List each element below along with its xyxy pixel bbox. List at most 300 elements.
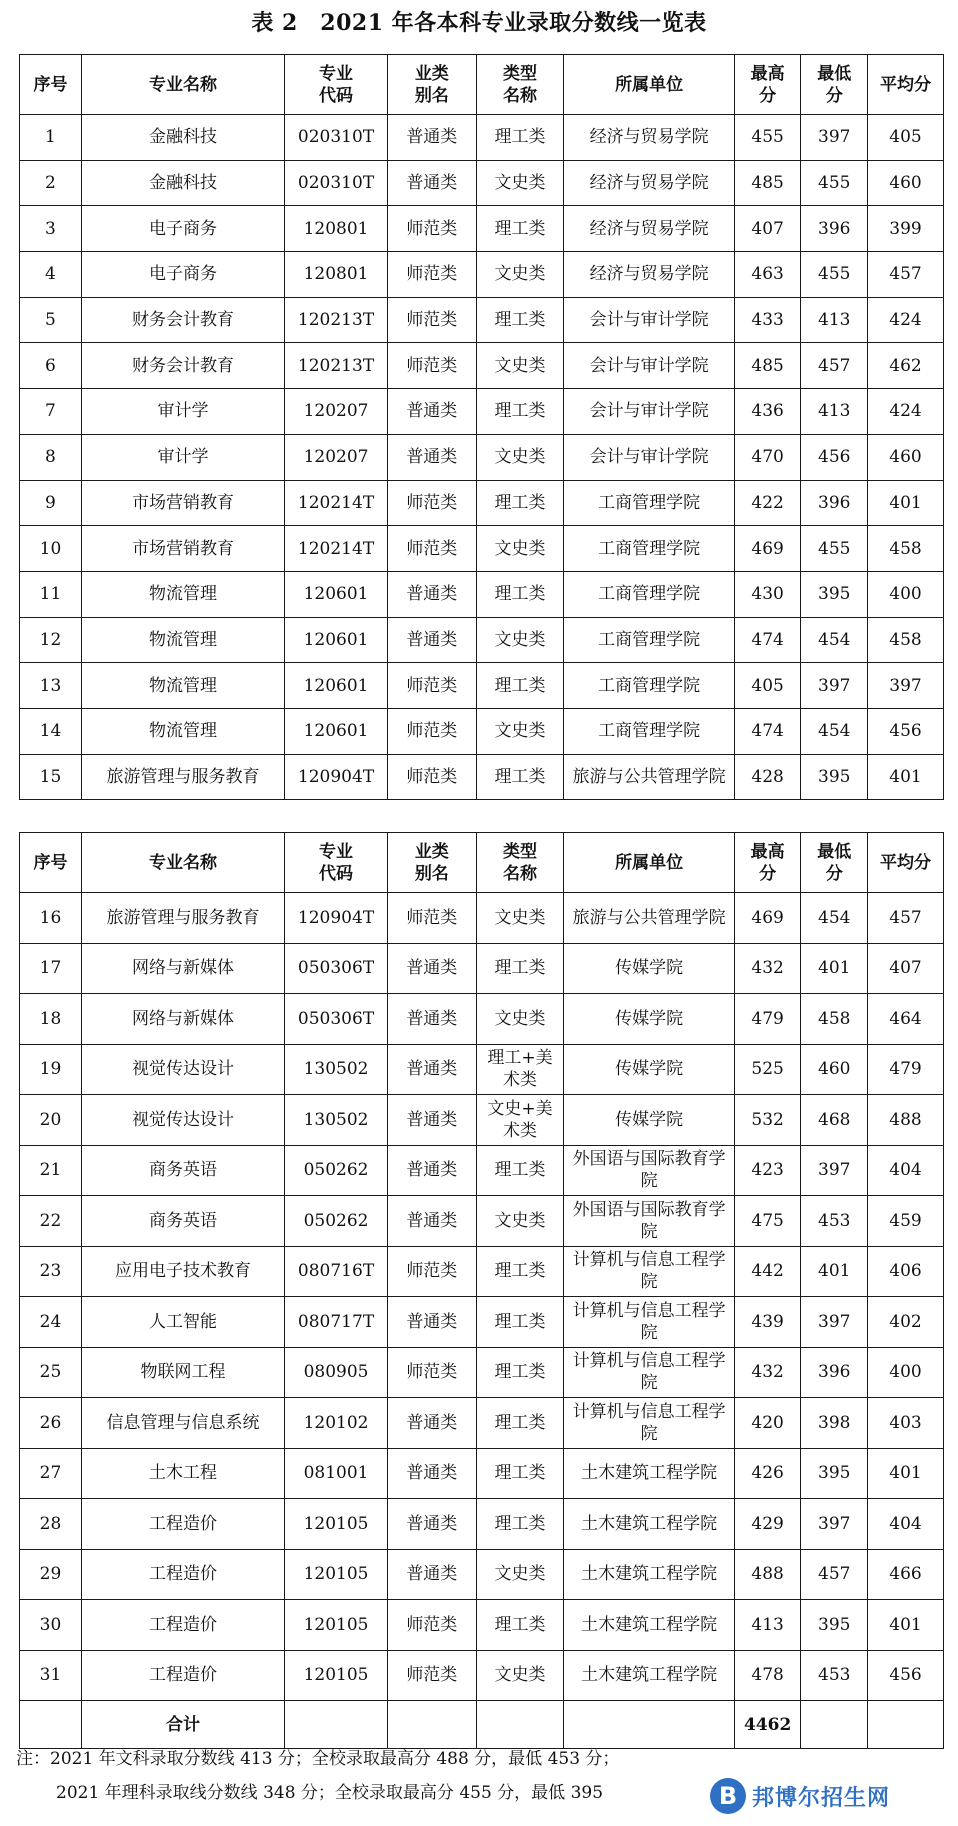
major-name-cell: 网络与新媒体 [81, 943, 284, 994]
table-row [20, 617, 944, 663]
category-cell: 师范类 [387, 1246, 476, 1297]
major-code-cell: 120213T [285, 297, 388, 343]
avg-score-cell: 407 [868, 943, 944, 994]
min-score-cell: 455 [801, 526, 868, 572]
major-code-cell: 120105 [285, 1499, 388, 1550]
max-score-cell: 475 [734, 1196, 801, 1247]
min-score-cell: 398 [801, 1398, 868, 1449]
major-name-cell: 市场营销教育 [81, 526, 284, 572]
department-cell: 旅游与公共管理学院 [564, 754, 735, 800]
avg-score-cell: 424 [868, 297, 944, 343]
table-row [20, 1145, 944, 1196]
avg-score-cell: 464 [868, 994, 944, 1045]
max-score-cell: 439 [734, 1297, 801, 1348]
seq-cell: 27 [20, 1448, 82, 1499]
header-seq: 序号 [20, 55, 82, 115]
type-cell: 理工类 [476, 389, 564, 435]
category-cell: 师范类 [387, 893, 476, 944]
category-cell: 普通类 [387, 1145, 476, 1196]
total-value: 4462 [734, 1701, 801, 1749]
major-code-cell: 050262 [285, 1145, 388, 1196]
max-score-cell: 525 [734, 1044, 801, 1095]
major-code-cell: 120601 [285, 708, 388, 754]
header-major-name: 专业名称 [81, 55, 284, 115]
major-name-cell: 物流管理 [81, 571, 284, 617]
max-score-cell: 474 [734, 708, 801, 754]
category-cell: 师范类 [387, 663, 476, 709]
department-cell: 工商管理学院 [564, 617, 735, 663]
table-row [20, 1246, 944, 1297]
header-seq: 序号 [20, 833, 82, 893]
max-score-cell: 488 [734, 1549, 801, 1600]
seq-cell: 1 [20, 115, 82, 161]
min-score-cell: 396 [801, 480, 868, 526]
type-cell: 理工类 [476, 297, 564, 343]
avg-score-cell: 401 [868, 1600, 944, 1651]
table-row [20, 1196, 944, 1247]
major-code-cell: 130502 [285, 1095, 388, 1146]
category-cell: 师范类 [387, 297, 476, 343]
max-score-cell: 413 [734, 1600, 801, 1651]
major-name-cell: 商务英语 [81, 1145, 284, 1196]
max-score-cell: 423 [734, 1145, 801, 1196]
avg-score-cell: 401 [868, 754, 944, 800]
major-name-cell: 电子商务 [81, 206, 284, 252]
category-cell: 师范类 [387, 252, 476, 298]
max-score-cell: 428 [734, 754, 801, 800]
score-table-part-2 [19, 832, 944, 1749]
department-cell: 工商管理学院 [564, 708, 735, 754]
type-cell: 理工类 [476, 571, 564, 617]
department-cell: 传媒学院 [564, 1044, 735, 1095]
table-row [20, 893, 944, 944]
min-score-cell: 456 [801, 434, 868, 480]
major-name-cell: 财务会计教育 [81, 297, 284, 343]
major-name-cell: 物流管理 [81, 617, 284, 663]
type-cell: 理工类 [476, 1246, 564, 1297]
table-row [20, 943, 944, 994]
seq-cell: 23 [20, 1246, 82, 1297]
table-row [20, 1600, 944, 1651]
type-cell: 文史类 [476, 617, 564, 663]
seq-cell: 25 [20, 1347, 82, 1398]
major-code-cell: 120105 [285, 1600, 388, 1651]
table-row [20, 1297, 944, 1348]
seq-cell: 26 [20, 1398, 82, 1449]
table-row [20, 1448, 944, 1499]
header-department: 所属单位 [564, 55, 735, 115]
type-cell: 文史类 [476, 893, 564, 944]
major-code-cell: 080905 [285, 1347, 388, 1398]
major-code-cell: 120207 [285, 434, 388, 480]
avg-score-cell: 406 [868, 1246, 944, 1297]
type-cell: 文史类 [476, 526, 564, 572]
department-cell: 会计与审计学院 [564, 434, 735, 480]
table-body [20, 115, 944, 800]
major-name-cell: 市场营销教育 [81, 480, 284, 526]
max-score-cell: 436 [734, 389, 801, 435]
min-score-cell: 454 [801, 617, 868, 663]
major-name-cell: 土木工程 [81, 1448, 284, 1499]
min-score-cell: 401 [801, 1246, 868, 1297]
table-row [20, 1549, 944, 1600]
type-cell: 理工类 [476, 943, 564, 994]
table-row [20, 343, 944, 389]
min-score-cell: 395 [801, 1600, 868, 1651]
seq-cell: 20 [20, 1095, 82, 1146]
type-cell: 文史类 [476, 160, 564, 206]
seq-cell: 11 [20, 571, 82, 617]
max-score-cell: 422 [734, 480, 801, 526]
min-score-cell: 455 [801, 252, 868, 298]
min-score-cell: 413 [801, 389, 868, 435]
header-avg-score: 平均分 [868, 55, 944, 115]
major-name-cell: 网络与新媒体 [81, 994, 284, 1045]
department-cell: 会计与审计学院 [564, 389, 735, 435]
type-cell: 理工+美术类 [476, 1044, 564, 1095]
department-cell: 土木建筑工程学院 [564, 1650, 735, 1701]
max-score-cell: 474 [734, 617, 801, 663]
min-score-cell: 468 [801, 1095, 868, 1146]
department-cell: 旅游与公共管理学院 [564, 893, 735, 944]
type-cell: 理工类 [476, 115, 564, 161]
header-type: 类型 名称 [476, 833, 564, 893]
header-category: 业类 别名 [387, 833, 476, 893]
note-line-science: 2021 年理科录取线分数线 348 分；全校录取最高分 455 分，最低 395 [56, 1783, 604, 1803]
type-cell: 文史+美术类 [476, 1095, 564, 1146]
seq-cell: 24 [20, 1297, 82, 1348]
major-name-cell: 工程造价 [81, 1499, 284, 1550]
major-code-cell: 080717T [285, 1297, 388, 1348]
type-cell: 理工类 [476, 1600, 564, 1651]
min-score-cell: 454 [801, 893, 868, 944]
major-name-cell: 物流管理 [81, 663, 284, 709]
min-score-cell: 395 [801, 1448, 868, 1499]
seq-cell: 28 [20, 1499, 82, 1550]
category-cell: 普通类 [387, 1398, 476, 1449]
avg-score-cell: 401 [868, 480, 944, 526]
table-row [20, 994, 944, 1045]
min-score-cell: 396 [801, 1347, 868, 1398]
header-avg-score: 平均分 [868, 833, 944, 893]
type-cell: 理工类 [476, 1398, 564, 1449]
min-score-cell: 397 [801, 115, 868, 161]
major-code-cell: 050306T [285, 994, 388, 1045]
avg-score-cell: 460 [868, 160, 944, 206]
department-cell: 会计与审计学院 [564, 297, 735, 343]
department-cell: 经济与贸易学院 [564, 160, 735, 206]
seq-cell: 31 [20, 1650, 82, 1701]
avg-score-cell: 402 [868, 1297, 944, 1348]
category-cell: 普通类 [387, 1044, 476, 1095]
category-cell: 普通类 [387, 994, 476, 1045]
avg-score-cell: 459 [868, 1196, 944, 1247]
department-cell: 经济与贸易学院 [564, 115, 735, 161]
type-cell: 文史类 [476, 434, 564, 480]
major-name-cell: 工程造价 [81, 1650, 284, 1701]
department-cell: 计算机与信息工程学院 [564, 1347, 735, 1398]
type-cell: 理工类 [476, 480, 564, 526]
major-code-cell: 120601 [285, 617, 388, 663]
min-score-cell: 455 [801, 160, 868, 206]
min-score-cell: 454 [801, 708, 868, 754]
major-name-cell: 电子商务 [81, 252, 284, 298]
major-name-cell: 视觉传达设计 [81, 1044, 284, 1095]
max-score-cell: 485 [734, 343, 801, 389]
seq-cell: 10 [20, 526, 82, 572]
seq-cell: 16 [20, 893, 82, 944]
department-cell: 会计与审计学院 [564, 343, 735, 389]
seq-cell: 12 [20, 617, 82, 663]
seq-cell: 6 [20, 343, 82, 389]
category-cell: 普通类 [387, 943, 476, 994]
major-code-cell: 120105 [285, 1650, 388, 1701]
major-code-cell: 120601 [285, 571, 388, 617]
avg-score-cell: 456 [868, 708, 944, 754]
max-score-cell: 432 [734, 1347, 801, 1398]
type-cell: 理工类 [476, 1499, 564, 1550]
table-row [20, 389, 944, 435]
max-score-cell: 407 [734, 206, 801, 252]
header-major-code: 专业 代码 [285, 55, 388, 115]
department-cell: 外国语与国际教育学院 [564, 1145, 735, 1196]
major-code-cell: 120214T [285, 526, 388, 572]
category-cell: 普通类 [387, 434, 476, 480]
seq-cell: 19 [20, 1044, 82, 1095]
department-cell: 外国语与国际教育学院 [564, 1196, 735, 1247]
min-score-cell: 395 [801, 571, 868, 617]
category-cell: 师范类 [387, 343, 476, 389]
major-code-cell: 120904T [285, 754, 388, 800]
category-cell: 师范类 [387, 1600, 476, 1651]
table-row [20, 434, 944, 480]
min-score-cell: 397 [801, 1297, 868, 1348]
category-cell: 师范类 [387, 480, 476, 526]
category-cell: 师范类 [387, 206, 476, 252]
major-name-cell: 财务会计教育 [81, 343, 284, 389]
table-row [20, 571, 944, 617]
category-cell: 普通类 [387, 1448, 476, 1499]
category-cell: 师范类 [387, 754, 476, 800]
note-line-arts: 注：2021 年文科录取分数线 413 分；全校录取最高分 488 分，最低 453 分； [16, 1749, 620, 1769]
table-row [20, 160, 944, 206]
table-row [20, 1650, 944, 1701]
department-cell: 土木建筑工程学院 [564, 1448, 735, 1499]
category-cell: 师范类 [387, 1650, 476, 1701]
seq-cell: 15 [20, 754, 82, 800]
department-cell: 传媒学院 [564, 943, 735, 994]
avg-score-cell: 404 [868, 1499, 944, 1550]
type-cell: 文史类 [476, 994, 564, 1045]
type-cell: 文史类 [476, 252, 564, 298]
category-cell: 普通类 [387, 115, 476, 161]
category-cell: 普通类 [387, 617, 476, 663]
department-cell: 工商管理学院 [564, 663, 735, 709]
seq-cell: 13 [20, 663, 82, 709]
major-code-cell: 120601 [285, 663, 388, 709]
seq-cell: 29 [20, 1549, 82, 1600]
max-score-cell: 432 [734, 943, 801, 994]
type-cell: 理工类 [476, 1297, 564, 1348]
major-name-cell: 工程造价 [81, 1549, 284, 1600]
site-watermark-logo [710, 1774, 950, 1818]
major-code-cell: 120207 [285, 389, 388, 435]
min-score-cell: 453 [801, 1196, 868, 1247]
department-cell: 计算机与信息工程学院 [564, 1398, 735, 1449]
major-name-cell: 旅游管理与服务教育 [81, 893, 284, 944]
header-min-score: 最低 分 [801, 833, 868, 893]
category-cell: 普通类 [387, 1549, 476, 1600]
max-score-cell: 469 [734, 893, 801, 944]
seq-cell: 22 [20, 1196, 82, 1247]
min-score-cell: 397 [801, 1145, 868, 1196]
min-score-cell: 460 [801, 1044, 868, 1095]
department-cell: 工商管理学院 [564, 526, 735, 572]
seq-cell: 14 [20, 708, 82, 754]
min-score-cell: 401 [801, 943, 868, 994]
seq-cell: 7 [20, 389, 82, 435]
major-code-cell: 120801 [285, 206, 388, 252]
category-cell: 普通类 [387, 571, 476, 617]
seq-cell: 18 [20, 994, 82, 1045]
logo-text: 邦博尔招生网 [752, 1785, 891, 1811]
department-cell: 经济与贸易学院 [564, 252, 735, 298]
seq-cell: 3 [20, 206, 82, 252]
avg-score-cell: 462 [868, 343, 944, 389]
min-score-cell: 457 [801, 1549, 868, 1600]
min-score-cell: 413 [801, 297, 868, 343]
min-score-cell: 457 [801, 343, 868, 389]
major-code-cell: 120105 [285, 1549, 388, 1600]
header-category: 业类 别名 [387, 55, 476, 115]
avg-score-cell: 488 [868, 1095, 944, 1146]
max-score-cell: 426 [734, 1448, 801, 1499]
seq-cell: 30 [20, 1600, 82, 1651]
category-cell: 普通类 [387, 389, 476, 435]
min-score-cell: 396 [801, 206, 868, 252]
avg-score-cell: 458 [868, 526, 944, 572]
department-cell: 土木建筑工程学院 [564, 1499, 735, 1550]
type-cell: 理工类 [476, 754, 564, 800]
avg-score-cell: 397 [868, 663, 944, 709]
header-department: 所属单位 [564, 833, 735, 893]
major-code-cell: 080716T [285, 1246, 388, 1297]
logo-b-icon: B [710, 1778, 746, 1814]
major-code-cell: 120904T [285, 893, 388, 944]
max-score-cell: 478 [734, 1650, 801, 1701]
avg-score-cell: 479 [868, 1044, 944, 1095]
category-cell: 普通类 [387, 1297, 476, 1348]
header-type: 类型 名称 [476, 55, 564, 115]
department-cell: 传媒学院 [564, 994, 735, 1045]
max-score-cell: 433 [734, 297, 801, 343]
major-name-cell: 金融科技 [81, 160, 284, 206]
major-name-cell: 审计学 [81, 434, 284, 480]
major-name-cell: 人工智能 [81, 1297, 284, 1348]
header-major-code: 专业 代码 [285, 833, 388, 893]
department-cell: 工商管理学院 [564, 571, 735, 617]
seq-cell: 5 [20, 297, 82, 343]
table-row [20, 1499, 944, 1550]
major-code-cell: 020310T [285, 160, 388, 206]
max-score-cell: 455 [734, 115, 801, 161]
table-row [20, 708, 944, 754]
type-cell: 理工类 [476, 1347, 564, 1398]
major-code-cell: 050262 [285, 1196, 388, 1247]
type-cell: 理工类 [476, 206, 564, 252]
max-score-cell: 485 [734, 160, 801, 206]
min-score-cell: 397 [801, 663, 868, 709]
table-row [20, 1044, 944, 1095]
min-score-cell: 395 [801, 754, 868, 800]
avg-score-cell: 458 [868, 617, 944, 663]
header-max-score: 最高 分 [734, 55, 801, 115]
department-cell: 计算机与信息工程学院 [564, 1246, 735, 1297]
type-cell: 理工类 [476, 1448, 564, 1499]
major-code-cell: 120801 [285, 252, 388, 298]
department-cell: 工商管理学院 [564, 480, 735, 526]
table-row [20, 480, 944, 526]
table-row [20, 252, 944, 298]
max-score-cell: 532 [734, 1095, 801, 1146]
table-row [20, 754, 944, 800]
seq-cell: 17 [20, 943, 82, 994]
major-name-cell: 旅游管理与服务教育 [81, 754, 284, 800]
avg-score-cell: 399 [868, 206, 944, 252]
major-name-cell: 物联网工程 [81, 1347, 284, 1398]
major-name-cell: 信息管理与信息系统 [81, 1398, 284, 1449]
department-cell: 经济与贸易学院 [564, 206, 735, 252]
major-code-cell: 120102 [285, 1398, 388, 1449]
major-name-cell: 应用电子技术教育 [81, 1246, 284, 1297]
avg-score-cell: 460 [868, 434, 944, 480]
department-cell: 计算机与信息工程学院 [564, 1297, 735, 1348]
seq-cell: 2 [20, 160, 82, 206]
major-code-cell: 120214T [285, 480, 388, 526]
major-name-cell: 工程造价 [81, 1600, 284, 1651]
header-major-name: 专业名称 [81, 833, 284, 893]
avg-score-cell: 466 [868, 1549, 944, 1600]
avg-score-cell: 424 [868, 389, 944, 435]
avg-score-cell: 456 [868, 1650, 944, 1701]
type-cell: 文史类 [476, 343, 564, 389]
max-score-cell: 463 [734, 252, 801, 298]
avg-score-cell: 401 [868, 1448, 944, 1499]
major-name-cell: 审计学 [81, 389, 284, 435]
major-name-cell: 金融科技 [81, 115, 284, 161]
seq-cell: 4 [20, 252, 82, 298]
table-row [20, 115, 944, 161]
max-score-cell: 405 [734, 663, 801, 709]
seq-cell: 8 [20, 434, 82, 480]
max-score-cell: 442 [734, 1246, 801, 1297]
table-row [20, 1398, 944, 1449]
header-min-score: 最低 分 [801, 55, 868, 115]
max-score-cell: 429 [734, 1499, 801, 1550]
avg-score-cell: 404 [868, 1145, 944, 1196]
type-cell: 文史类 [476, 1196, 564, 1247]
department-cell: 传媒学院 [564, 1095, 735, 1146]
category-cell: 师范类 [387, 1347, 476, 1398]
max-score-cell: 469 [734, 526, 801, 572]
table-header [20, 55, 944, 115]
avg-score-cell: 400 [868, 571, 944, 617]
table-row [20, 206, 944, 252]
min-score-cell: 453 [801, 1650, 868, 1701]
max-score-cell: 420 [734, 1398, 801, 1449]
major-code-cell: 120213T [285, 343, 388, 389]
table-row [20, 1095, 944, 1146]
